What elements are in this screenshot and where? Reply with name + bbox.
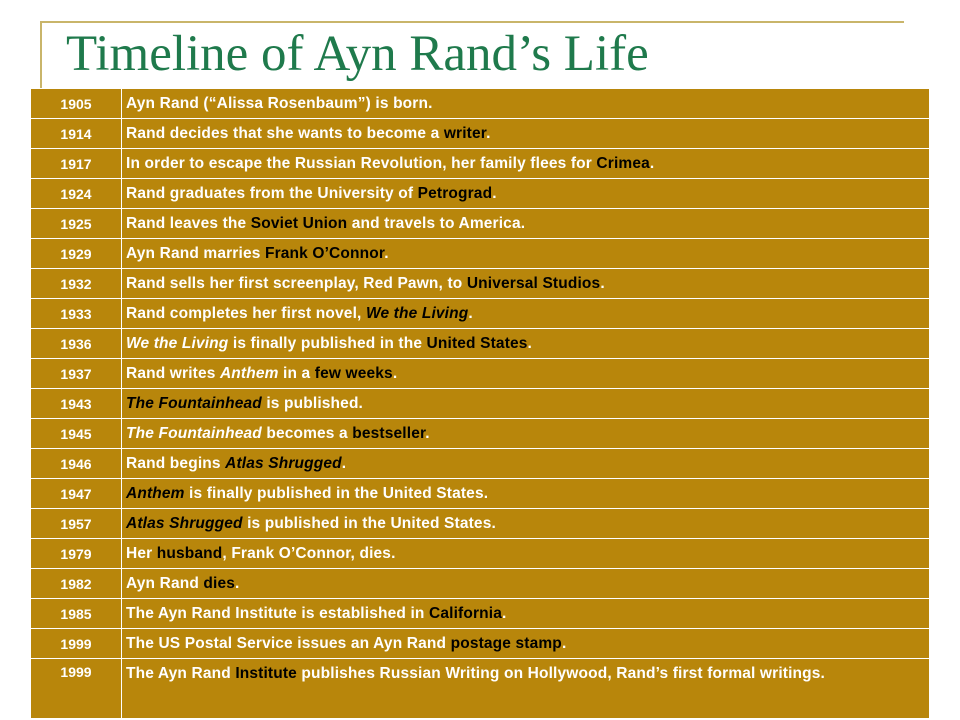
highlighted-text: Atlas Shrugged bbox=[126, 514, 243, 532]
event-cell bbox=[122, 299, 930, 329]
event-text: The Ayn Rand bbox=[126, 665, 236, 682]
year-cell: 1936 bbox=[31, 329, 122, 359]
event-text: . bbox=[501, 604, 507, 622]
timeline-row bbox=[31, 149, 930, 179]
highlighted-text: dies bbox=[203, 574, 236, 592]
event-text: . bbox=[468, 304, 473, 322]
slide-title: Timeline of Ayn Rand’s Life bbox=[66, 26, 649, 82]
event-cell bbox=[122, 479, 930, 509]
event-text: The US Postal Service issues an Ayn Rand bbox=[126, 634, 451, 652]
event-text: is published in the United States. bbox=[242, 514, 496, 532]
event-text: becomes a bbox=[261, 424, 353, 442]
event-cell bbox=[122, 629, 930, 659]
timeline-row bbox=[31, 179, 930, 209]
event-text: Her bbox=[126, 544, 157, 562]
event-cell bbox=[122, 209, 930, 239]
timeline-row bbox=[31, 359, 930, 389]
year-cell: 1929 bbox=[31, 239, 122, 269]
highlighted-text: Institute bbox=[235, 665, 297, 682]
timeline-row bbox=[31, 89, 930, 119]
year-cell: 1924 bbox=[31, 179, 122, 209]
highlighted-text: Atlas Shrugged bbox=[225, 454, 342, 472]
event-text: Rand completes her first novel, bbox=[126, 304, 366, 322]
event-text: . bbox=[600, 274, 605, 292]
event-text: The Ayn Rand Institute is established in bbox=[126, 604, 429, 622]
timeline-row bbox=[31, 539, 930, 569]
event-cell bbox=[122, 599, 930, 629]
timeline-table bbox=[30, 88, 930, 719]
timeline-body bbox=[31, 89, 930, 719]
year-cell: 1957 bbox=[31, 509, 122, 539]
highlighted-text: We the Living bbox=[365, 304, 469, 322]
year-cell: 1947 bbox=[31, 479, 122, 509]
event-text: . bbox=[561, 634, 567, 652]
highlighted-text: Petrograd bbox=[417, 184, 493, 202]
header-side-rule bbox=[40, 21, 42, 89]
event-text: , Frank O’Connor, dies. bbox=[222, 544, 396, 562]
timeline-row bbox=[31, 389, 930, 419]
year-cell: 1982 bbox=[31, 569, 122, 599]
year-cell: 1937 bbox=[31, 359, 122, 389]
year-cell: 1999 bbox=[31, 629, 122, 659]
event-text: Rand decides that she wants to become a bbox=[126, 124, 444, 142]
event-cell bbox=[122, 119, 930, 149]
year-cell: 1946 bbox=[31, 449, 122, 479]
event-cell bbox=[122, 659, 930, 719]
year-cell: 1945 bbox=[31, 419, 122, 449]
event-cell bbox=[122, 179, 930, 209]
year-cell: 1914 bbox=[31, 119, 122, 149]
highlighted-text: Soviet Union bbox=[250, 214, 348, 232]
event-text: is finally published in the bbox=[228, 334, 427, 352]
event-cell bbox=[122, 329, 930, 359]
year-cell: 1932 bbox=[31, 269, 122, 299]
event-text: in a bbox=[278, 364, 315, 382]
event-cell bbox=[122, 359, 930, 389]
highlighted-text: Anthem bbox=[126, 484, 185, 502]
event-text: . bbox=[492, 184, 497, 202]
event-cell bbox=[122, 389, 930, 419]
timeline-row bbox=[31, 479, 930, 509]
event-text: In order to escape the Russian Revolution, her family flees for bbox=[126, 154, 597, 172]
event-text: Ayn Rand marries bbox=[126, 244, 265, 262]
timeline-row bbox=[31, 329, 930, 359]
timeline-row bbox=[31, 509, 930, 539]
event-text: is published. bbox=[261, 394, 364, 412]
highlighted-text: The Fountainhead bbox=[126, 394, 262, 412]
highlighted-text: husband bbox=[156, 544, 223, 562]
highlighted-text: bestseller bbox=[352, 424, 426, 442]
event-text: . bbox=[527, 334, 533, 352]
highlighted-text: Crimea bbox=[596, 154, 650, 172]
timeline-row bbox=[31, 449, 930, 479]
event-cell bbox=[122, 569, 930, 599]
event-text: Ayn Rand (“Alissa Rosenbaum”) is born. bbox=[126, 94, 433, 112]
year-cell: 1979 bbox=[31, 539, 122, 569]
timeline-row bbox=[31, 239, 930, 269]
event-text: . bbox=[425, 424, 430, 442]
highlighted-text: few weeks bbox=[314, 364, 393, 382]
event-cell bbox=[122, 419, 930, 449]
highlighted-text: postage stamp bbox=[450, 634, 562, 652]
timeline-row bbox=[31, 569, 930, 599]
event-cell bbox=[122, 149, 930, 179]
event-cell bbox=[122, 539, 930, 569]
event-text: The Fountainhead bbox=[126, 424, 262, 442]
event-text: Rand begins bbox=[126, 454, 226, 472]
year-cell: 1933 bbox=[31, 299, 122, 329]
event-text: . bbox=[384, 244, 389, 262]
event-cell bbox=[122, 269, 930, 299]
highlighted-text: United States bbox=[426, 334, 528, 352]
event-cell bbox=[122, 449, 930, 479]
event-text: Rand writes bbox=[126, 364, 220, 382]
timeline-row bbox=[31, 299, 930, 329]
event-text: . bbox=[341, 454, 347, 472]
event-text: Rand graduates from the University of bbox=[126, 184, 418, 202]
year-cell: 1999 bbox=[31, 659, 122, 719]
event-text: Anthem bbox=[219, 364, 279, 382]
year-cell: 1925 bbox=[31, 209, 122, 239]
event-cell bbox=[122, 89, 930, 119]
event-text: . bbox=[392, 364, 398, 382]
event-text: Rand leaves the bbox=[126, 214, 251, 232]
timeline-row bbox=[31, 599, 930, 629]
event-cell bbox=[122, 239, 930, 269]
event-text: We the Living bbox=[126, 334, 229, 352]
year-cell: 1905 bbox=[31, 89, 122, 119]
event-text: Ayn Rand bbox=[126, 574, 204, 592]
event-text: . bbox=[235, 574, 240, 592]
timeline-row bbox=[31, 209, 930, 239]
event-text: . bbox=[649, 154, 655, 172]
timeline-row bbox=[31, 419, 930, 449]
event-text: Rand sells her first screenplay, Red Pawn, to bbox=[126, 274, 467, 292]
year-cell: 1917 bbox=[31, 149, 122, 179]
year-cell: 1943 bbox=[31, 389, 122, 419]
highlighted-text: Frank O’Connor bbox=[264, 244, 385, 262]
event-cell bbox=[122, 509, 930, 539]
year-cell: 1985 bbox=[31, 599, 122, 629]
timeline-row bbox=[31, 269, 930, 299]
highlighted-text: Universal Studios bbox=[466, 274, 601, 292]
highlighted-text: writer bbox=[443, 124, 487, 142]
event-text: and travels to America. bbox=[347, 214, 526, 232]
highlighted-text: California bbox=[429, 604, 502, 622]
timeline-row bbox=[31, 659, 930, 719]
event-text: publishes Russian Writing on Hollywood, Rand’s first formal writings. bbox=[296, 665, 826, 682]
timeline-row bbox=[31, 119, 930, 149]
timeline-row bbox=[31, 629, 930, 659]
event-text: is finally published in the United States. bbox=[184, 484, 489, 502]
event-text: . bbox=[486, 124, 491, 142]
